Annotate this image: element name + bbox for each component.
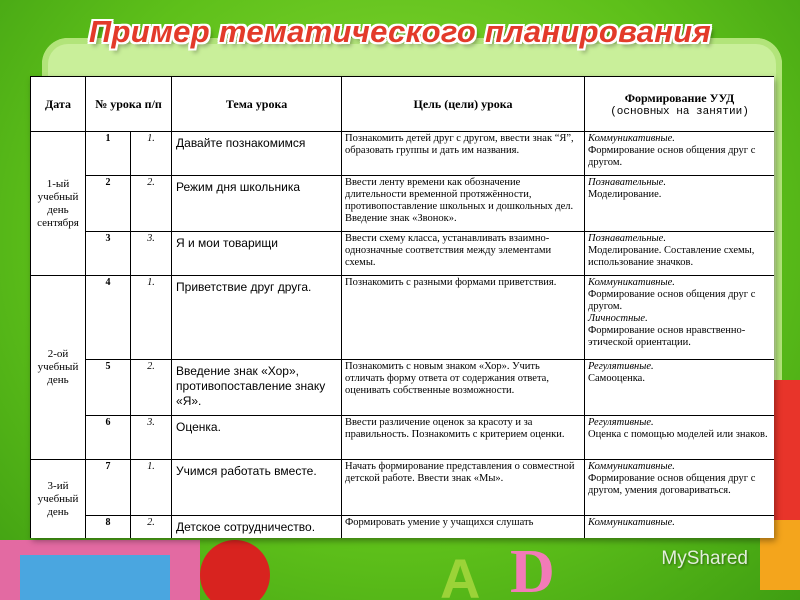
table-row [31,460,775,516]
uud-type-2: Личностные. [588,313,648,324]
red-block [770,380,800,540]
uud-cell [585,516,774,539]
uud-cell [585,176,774,232]
lesson-subnumber: 2. [131,176,172,232]
header-date: Дата [31,77,86,132]
header-uud [585,77,774,132]
lesson-number: 6 [86,416,131,460]
date-cell: 2-ой учебный день [31,276,86,460]
topic-cell: Учимся работать вместе. [172,460,342,516]
table-row [31,516,775,539]
lesson-subnumber: 2. [131,360,172,416]
uud-text: Оценка с помощью моделей или знаков. [588,429,768,440]
goal-cell: Познакомить с новым знаком «Хор». Учить отличать форму ответа от содержания ответа, оценивать собственные возможности. [342,360,585,416]
lesson-number: 3 [86,232,131,276]
uud-text: Моделирование. [588,189,662,200]
topic-cell: Детское сотрудничество. [172,516,342,539]
planning-table-sheet [30,76,774,538]
table-row [31,232,775,276]
letter-d: D [510,538,555,600]
lesson-subnumber: 2. [131,516,172,539]
uud-cell [585,276,774,360]
lesson-number: 2 [86,176,131,232]
uud-text: Формирование основ общения друг с другом. [588,289,756,312]
topic-cell: Оценка. [172,416,342,460]
date-cell: 3-ий учебный день [31,460,86,539]
goal-cell: Ввести различение оценок за красоту и за правильность. Познакомить с критерием оценки. [342,416,585,460]
header-uud-sub: (основных на занятии) [610,105,749,118]
lesson-subnumber: 3. [131,416,172,460]
lesson-number: 5 [86,360,131,416]
table-header-row [31,77,775,132]
header-uud-title: Формирование УУД [624,90,735,105]
uud-type: Коммуникативные. [588,517,675,528]
lesson-subnumber: 1. [131,276,172,360]
uud-text: Формирование основ общения друг с другом. [588,145,756,168]
lesson-subnumber: 3. [131,232,172,276]
topic-cell: Я и мои товарищи [172,232,342,276]
page-title: Пример тематического планирования [88,14,712,49]
uud-text-2: Формирование основ нравственно-этической ориентации. [588,325,746,348]
lesson-number: 4 [86,276,131,360]
uud-type: Регулятивные. [588,361,654,372]
red-ball [200,540,270,600]
watermark: MyShared [661,548,748,569]
lesson-number: 8 [86,516,131,539]
topic-cell: Приветствие друг друга. [172,276,342,360]
lesson-subnumber: 1. [131,132,172,176]
uud-type: Познавательные. [588,177,666,188]
uud-type: Познавательные. [588,233,666,244]
date-cell: 1-ый учебный день сентября [31,132,86,276]
blue-book [20,555,170,600]
goal-cell: Ввести ленту времени как обозначение длительности временной протяжённости, противопоставление школьных и дошкольных дел. Введение знак «Звонок». [342,176,585,232]
planning-table [30,76,774,538]
goal-cell: Познакомить с разными формами приветствия. [342,276,585,360]
table-row [31,276,775,360]
topic-cell: Давайте познакомимся [172,132,342,176]
table-row [31,360,775,416]
letter-a: A [440,547,481,600]
uud-cell [585,460,774,516]
goal-cell: Познакомить детей друг с другом, ввести знак “Я”, образовать группы и дать им названия. [342,132,585,176]
lesson-subnumber: 1. [131,460,172,516]
goal-cell: Ввести схему класса, устанавливать взаимно-однозначные соответствия между элементами схемы. [342,232,585,276]
uud-cell [585,232,774,276]
lesson-number: 7 [86,460,131,516]
uud-cell [585,132,774,176]
uud-type: Коммуникативные. [588,461,675,472]
header-goal: Цель (цели) урока [342,77,585,132]
table-row [31,416,775,460]
header-topic: Тема урока [172,77,342,132]
uud-cell [585,360,774,416]
uud-type: Коммуникативные. [588,133,675,144]
uud-text: Формирование основ общения друг с другом, умения договариваться. [588,473,756,496]
lesson-number: 1 [86,132,131,176]
header-lesson-number: № урока п/п [86,77,172,132]
goal-cell: Начать формирование представления о совместной детской работе. Ввести знак «Мы». [342,460,585,516]
uud-type: Коммуникативные. [588,277,675,288]
topic-cell: Введение знак «Хор», противопоставление знаку «Я». [172,360,342,416]
topic-cell: Режим дня школьника [172,176,342,232]
uud-text: Самооценка. [588,373,645,384]
uud-text: Моделирование. Составление схемы, использование значков. [588,245,755,268]
table-row [31,176,775,232]
uud-cell [585,416,774,460]
uud-type: Регулятивные. [588,417,654,428]
goal-cell: Формировать умение у учащихся слушать [342,516,585,539]
table-row [31,132,775,176]
